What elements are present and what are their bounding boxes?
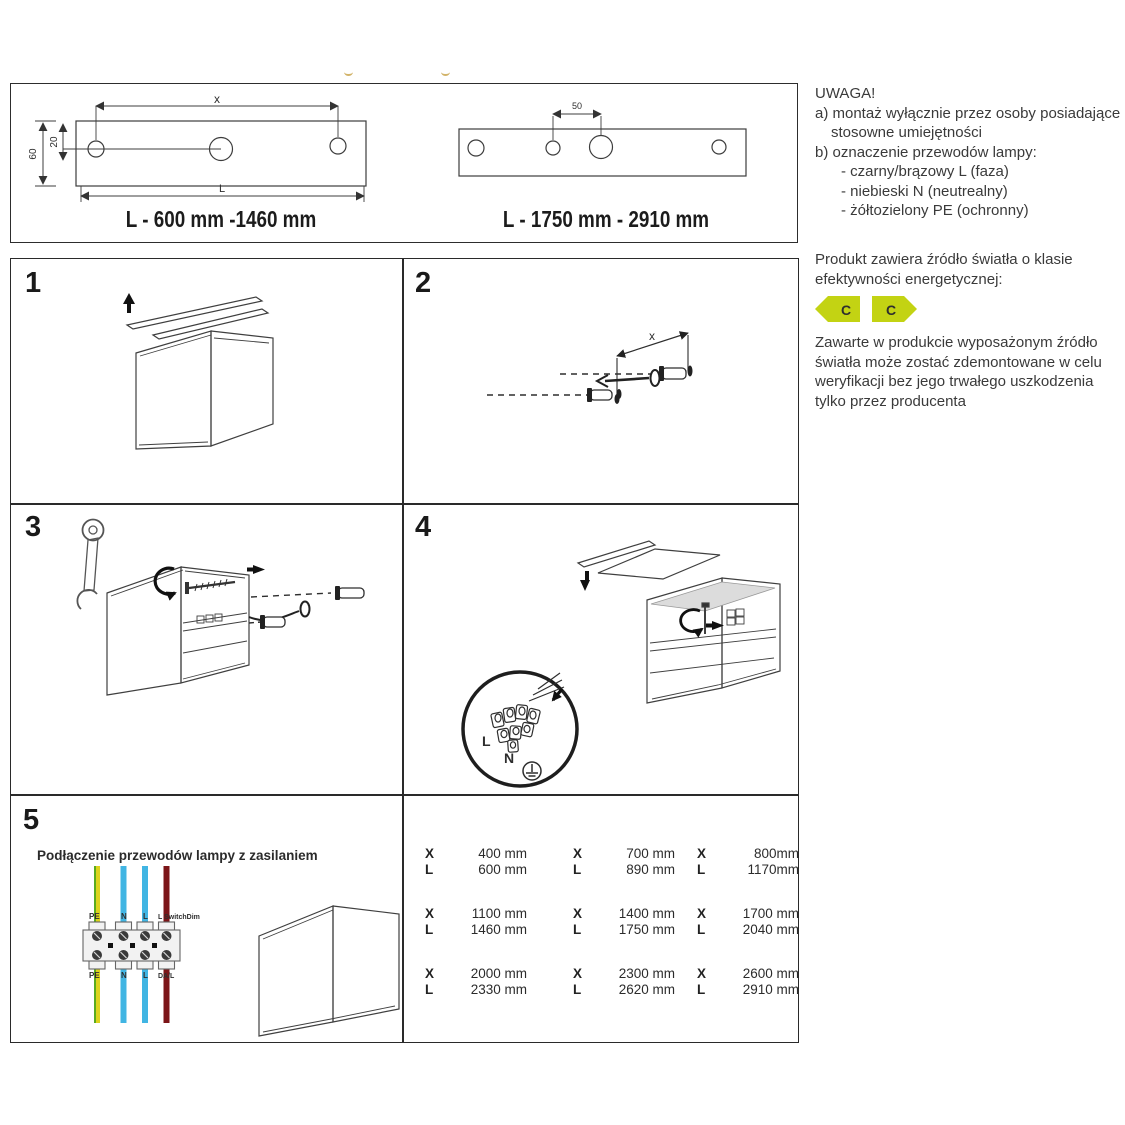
x-key: X bbox=[573, 906, 583, 921]
energy-class-badges bbox=[815, 296, 920, 322]
lamp-body-left-face bbox=[107, 567, 181, 695]
rotate-arrow-icon bbox=[681, 610, 702, 632]
arrow-right-icon bbox=[247, 565, 265, 574]
x-value: 2300 mm bbox=[618, 966, 675, 981]
x-value: 1700 mm bbox=[742, 906, 799, 921]
size-pair bbox=[697, 966, 799, 998]
wire-end-ring bbox=[301, 602, 310, 617]
step-4-drawing bbox=[402, 503, 798, 794]
wire-legend-l: - czarny/brązowy L (faza) bbox=[841, 163, 1009, 180]
warning-notes bbox=[815, 84, 1123, 221]
l-value: 1460 mm bbox=[470, 922, 527, 937]
plate-short-caption: L - 600 mm -1460 mm bbox=[125, 206, 317, 232]
bottom-label-dal: DA/L bbox=[158, 973, 175, 980]
wall-plug-icon bbox=[659, 366, 686, 381]
light-source-note-line3: weryfikacji bez jego trwałego uszkodzenia bbox=[815, 373, 1094, 390]
note-a-line1: a) montaż wyłącznie przez osoby posiadające bbox=[815, 104, 1121, 122]
x-value: 2000 mm bbox=[470, 966, 527, 981]
plate-long-caption: L - 1750 mm - 2910 mm bbox=[502, 206, 710, 232]
mount-hole bbox=[330, 138, 346, 154]
l-value: 2910 mm bbox=[742, 982, 799, 997]
installation-steps-grid bbox=[10, 258, 799, 1043]
l-value: 2040 mm bbox=[742, 922, 799, 937]
size-table bbox=[403, 794, 797, 1041]
size-pair bbox=[573, 846, 697, 878]
light-source-note-line2: światła może zostać zdemontowane w celu bbox=[815, 353, 1102, 371]
energy-intro-line1: Produkt zawiera źródło światła o klasie bbox=[815, 251, 1073, 268]
arrow-down-icon bbox=[580, 571, 590, 591]
size-table-row bbox=[425, 906, 797, 938]
note-a-line2: stosowne umiejętności bbox=[831, 124, 982, 141]
energy-class-right: C bbox=[885, 302, 897, 318]
light-source-note-line1: Zawarte w produkcie wyposażonym źródło bbox=[815, 334, 1098, 351]
size-pair bbox=[697, 906, 799, 938]
l-value: 1170mm bbox=[747, 862, 799, 877]
wire-legend-pe: - żółtozielony PE (ochronny) bbox=[841, 202, 1029, 219]
plate-drawing-short bbox=[26, 92, 406, 217]
x-key: X bbox=[425, 906, 435, 921]
l-value: 2330 mm bbox=[470, 982, 527, 997]
lamp-body-right-face bbox=[211, 331, 273, 446]
step-3-drawing bbox=[11, 503, 402, 794]
mount-hole bbox=[468, 140, 484, 156]
faint-mark-icon bbox=[441, 68, 450, 76]
dim-20-label: 20 bbox=[49, 136, 60, 148]
x-key: X bbox=[697, 846, 707, 861]
l-value: 2620 mm bbox=[618, 982, 675, 997]
bottom-label-n: N bbox=[121, 971, 127, 980]
mounting-screw-icon bbox=[185, 579, 235, 594]
cover-panel bbox=[598, 549, 720, 579]
size-pair bbox=[573, 966, 697, 998]
x-key: X bbox=[697, 906, 707, 921]
x-value: 1400 mm bbox=[618, 906, 675, 921]
energy-class-intro bbox=[815, 250, 1123, 289]
l-key: L bbox=[697, 862, 706, 877]
size-pair bbox=[425, 906, 573, 938]
mount-hole bbox=[712, 140, 726, 154]
screw-icon bbox=[335, 586, 364, 600]
top-label-l: L bbox=[143, 912, 148, 921]
x-value: 800mm bbox=[753, 846, 799, 861]
l-key: L bbox=[697, 982, 706, 997]
bottom-label-l: L bbox=[143, 971, 148, 980]
top-label-pe: PE bbox=[89, 912, 100, 921]
x-key: X bbox=[425, 846, 435, 861]
screw-icon bbox=[597, 370, 660, 387]
l-value: 1750 mm bbox=[618, 922, 675, 937]
top-label-switchdim: L SwitchDim bbox=[158, 914, 200, 921]
note-b: b) oznaczenie przewodów lampy: bbox=[815, 143, 1037, 161]
wall-plug-icon bbox=[587, 388, 612, 402]
step-4-number: 4 bbox=[415, 511, 432, 543]
dim-50-label: 50 bbox=[571, 101, 583, 111]
step-5-drawing bbox=[11, 794, 402, 1041]
size-table-row bbox=[425, 846, 797, 878]
mounting-plate-dimensions-panel bbox=[10, 83, 798, 243]
x-key: X bbox=[573, 846, 583, 861]
lamp-body-left-face bbox=[136, 331, 211, 449]
x-key: X bbox=[425, 966, 435, 981]
l-value: 600 mm bbox=[478, 862, 527, 877]
step-3-number: 3 bbox=[25, 511, 42, 543]
x-value: 1100 mm bbox=[471, 906, 527, 921]
step-2-number: 2 bbox=[415, 267, 432, 299]
energy-class-left: C bbox=[840, 302, 852, 318]
warning-title: UWAGA! bbox=[815, 85, 876, 102]
plate-outline bbox=[76, 121, 366, 186]
dim-x-label: x bbox=[214, 92, 220, 106]
x-value: 2600 mm bbox=[742, 966, 799, 981]
l-key: L bbox=[573, 862, 582, 877]
bottom-label-pe: PE bbox=[89, 971, 100, 980]
arrow-right-icon bbox=[706, 621, 724, 630]
l-key: L bbox=[425, 862, 434, 877]
screw-icon bbox=[260, 615, 285, 629]
terminal-l-label: L bbox=[482, 733, 491, 749]
drill-point bbox=[688, 366, 693, 377]
size-pair bbox=[425, 966, 573, 998]
step-1-number: 1 bbox=[25, 267, 42, 299]
energy-badge-left-icon bbox=[815, 296, 860, 322]
x-value: 400 mm bbox=[478, 846, 527, 861]
l-key: L bbox=[697, 922, 706, 937]
wire-legend-n: - niebieski N (neutrealny) bbox=[841, 182, 1008, 200]
energy-intro-line2: efektywności energetycznej: bbox=[815, 270, 1003, 288]
l-key: L bbox=[425, 922, 434, 937]
size-table-row bbox=[425, 966, 797, 998]
drill-point bbox=[617, 389, 622, 399]
lamp-body-right-face bbox=[333, 906, 399, 1022]
arrow-up-icon bbox=[123, 293, 135, 313]
x-key: X bbox=[697, 966, 707, 981]
l-key: L bbox=[425, 982, 434, 997]
light-source-note bbox=[815, 333, 1123, 411]
x-value: 700 mm bbox=[626, 846, 675, 861]
light-source-note-line4: tylko przez producenta bbox=[815, 392, 966, 410]
mount-hole bbox=[546, 141, 560, 155]
faint-mark-icon bbox=[344, 68, 353, 76]
dim-l-label: L bbox=[218, 183, 226, 195]
x-key: X bbox=[573, 966, 583, 981]
step-5-number: 5 bbox=[23, 804, 40, 836]
cover-slat bbox=[127, 297, 262, 329]
size-pair bbox=[425, 846, 573, 878]
size-pair bbox=[697, 846, 799, 878]
top-label-n: N bbox=[121, 912, 127, 921]
dim-60-label: 60 bbox=[28, 148, 39, 160]
dim-x-label: x bbox=[649, 329, 655, 343]
step-2-drawing bbox=[402, 259, 798, 503]
wrench-icon bbox=[77, 520, 103, 610]
terminal-n-label: N bbox=[504, 750, 515, 766]
size-pair bbox=[573, 906, 697, 938]
step-1-drawing bbox=[11, 259, 402, 503]
plate-drawing-long bbox=[451, 92, 781, 212]
step-5-title: Podłączenie przewodów lampy z zasilaniem bbox=[37, 848, 318, 863]
l-key: L bbox=[573, 982, 582, 997]
l-value: 890 mm bbox=[626, 862, 675, 877]
cable-hole bbox=[590, 136, 613, 159]
l-key: L bbox=[573, 922, 582, 937]
